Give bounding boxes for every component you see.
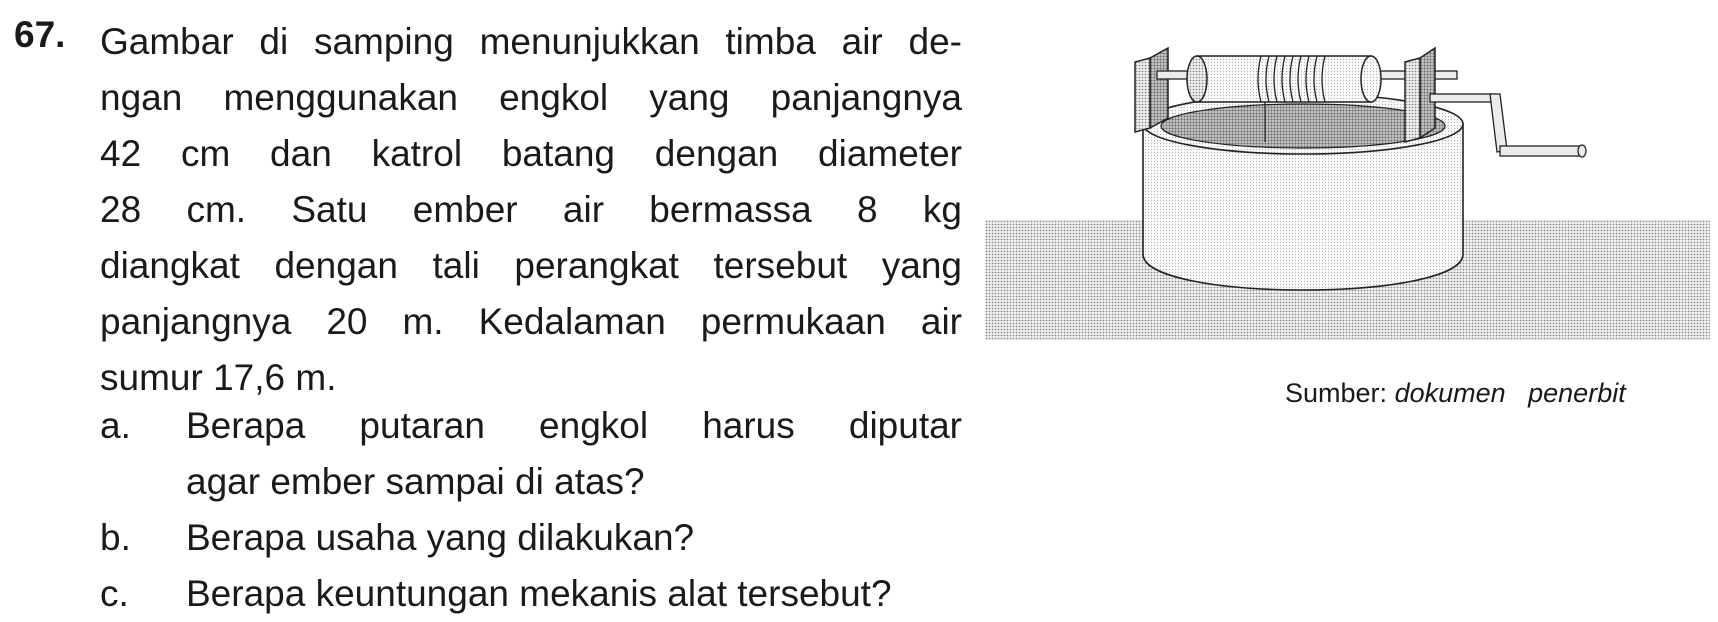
- caption-prefix: Sumber:: [1285, 378, 1388, 408]
- well-opening: [1161, 104, 1445, 148]
- right-post: [1420, 48, 1435, 138]
- question-text: [186, 398, 962, 510]
- crank-arm: [1490, 94, 1507, 152]
- question-label: c.: [100, 573, 129, 614]
- problem-number: 67.: [14, 14, 66, 55]
- well-windlass-illustration: [985, 40, 1710, 380]
- problem-line-4: 28 cm. Satu ember air bermassa 8 kg: [100, 189, 962, 230]
- crank-shaft: [1430, 94, 1495, 102]
- question-a-line-1: Berapa putaran engkol harus diputar: [186, 405, 962, 446]
- figure-caption: [1285, 378, 1626, 409]
- question-a: [100, 398, 962, 510]
- problem-line-3: 42 cm dan katrol batang dengan diameter: [100, 133, 962, 174]
- caption-source: dokumen penerbit: [1394, 378, 1626, 408]
- question-label: a.: [100, 405, 131, 446]
- problem-statement: [100, 14, 962, 406]
- crank-handle: [1500, 146, 1582, 156]
- problem-line-5: diangkat dengan tali perangkat tersebut yang: [100, 245, 962, 286]
- left-post: [1150, 48, 1168, 128]
- question-b: [100, 510, 1000, 566]
- page-bleed-through: [0, 0, 60, 620]
- problem-line-1: Gambar di samping menunjukkan timba air de-: [100, 21, 962, 62]
- question-c-line-1: Berapa keuntungan mekanis alat tersebut?: [186, 573, 892, 614]
- question-c: [100, 566, 1080, 622]
- problem-line-6: panjangnya 20 m. Kedalaman permukaan air: [100, 301, 962, 342]
- question-a-line-2: agar ember sampai di atas?: [186, 461, 645, 502]
- question-b-line-1: Berapa usaha yang dilakukan?: [186, 517, 695, 558]
- problem-line-7: sumur 17,6 m.: [100, 357, 337, 398]
- question-label: b.: [100, 517, 131, 558]
- problem-line-2: ngan menggunakan engkol yang panjangnya: [100, 77, 962, 118]
